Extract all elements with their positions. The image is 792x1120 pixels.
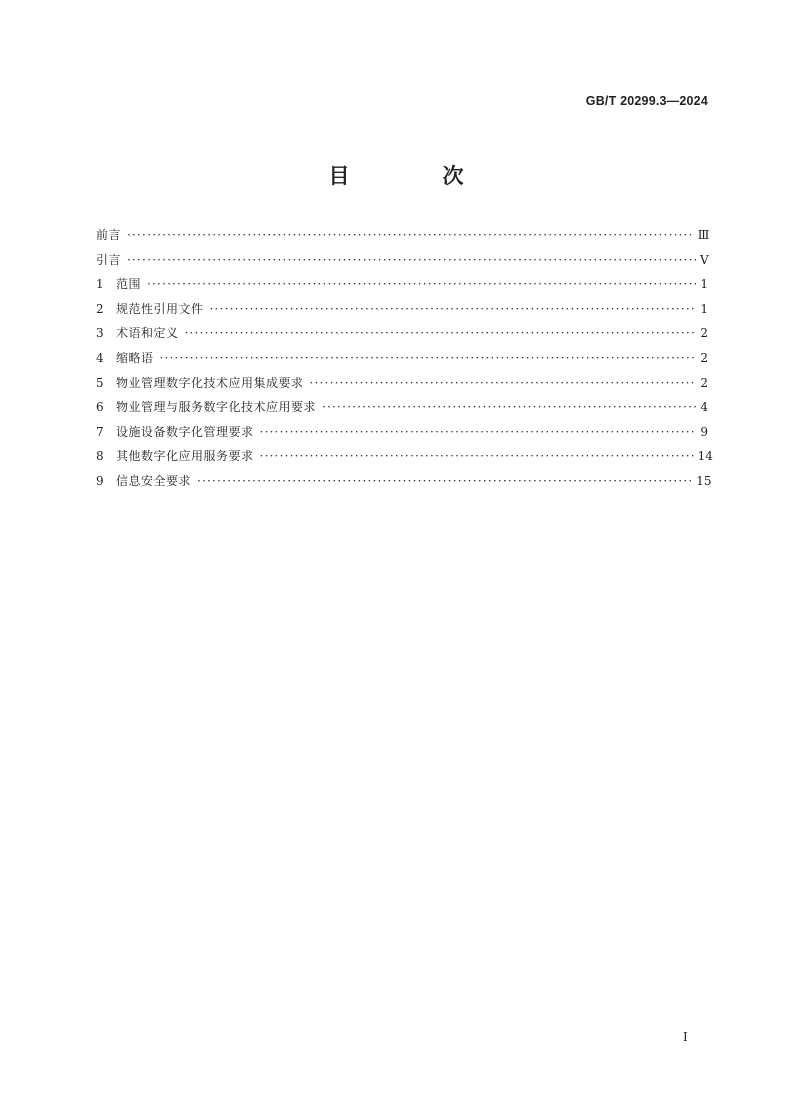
toc-leader-dots: [210, 302, 696, 316]
page-number: Ⅰ: [683, 1030, 688, 1044]
toc-entry-introduction[interactable]: [96, 251, 708, 276]
toc-leader-dots: [322, 400, 696, 414]
toc-leader-dots: [197, 474, 692, 488]
toc-entry-foreword[interactable]: [96, 226, 708, 251]
toc-leader-dots: [185, 326, 696, 340]
toc-entry-number: 6: [96, 400, 104, 415]
toc-entry-1[interactable]: [96, 275, 708, 300]
toc-entry-page: 4: [700, 400, 708, 415]
toc-entry-title: 术语和定义: [116, 326, 179, 341]
toc-leader-dots: [127, 253, 696, 267]
toc-entry-number: 1: [96, 277, 104, 292]
toc-leader-dots: [147, 277, 696, 291]
toc-entry-title: 物业管理与服务数字化技术应用要求: [116, 400, 317, 415]
toc-entry-number: 9: [96, 473, 104, 488]
toc-entry-title: 引言: [96, 252, 122, 267]
toc-entry-2[interactable]: [96, 300, 708, 325]
standard-code: GB/T 20299.3—2024: [585, 94, 708, 108]
toc-entry-3[interactable]: [96, 324, 708, 349]
toc-leader-dots: [260, 449, 694, 463]
toc-entry-title: 规范性引用文件: [116, 301, 204, 316]
toc-entry-page: 9: [700, 424, 708, 439]
toc-entry-9[interactable]: [96, 472, 712, 497]
toc-entry-page: 15: [696, 473, 712, 488]
toc-entry-title: 范围: [116, 277, 142, 292]
toc-entry-title: 设施设备数字化管理要求: [116, 424, 254, 439]
toc-entry-title: 其他数字化应用服务要求: [116, 449, 254, 464]
toc-entry-4[interactable]: [96, 349, 708, 374]
toc-leader-dots: [260, 425, 696, 439]
toc-entry-page: 2: [700, 375, 708, 390]
toc-entry-page: 14: [697, 449, 713, 464]
toc-entry-page: 1: [700, 301, 708, 316]
toc-leader-dots: [310, 376, 696, 390]
toc-entry-number: 8: [96, 449, 104, 464]
toc-entry-page: Ⅴ: [700, 252, 709, 267]
page-title: 目 次: [328, 164, 500, 188]
toc-entry-7[interactable]: [96, 423, 708, 448]
toc-entry-title: 缩略语: [116, 350, 154, 365]
toc-entry-number: 7: [96, 424, 104, 439]
toc-entry-title: 物业管理数字化技术应用集成要求: [116, 375, 304, 390]
toc-entry-page: 2: [700, 326, 708, 341]
toc-entry-5[interactable]: [96, 374, 708, 399]
toc-entry-page: Ⅲ: [697, 228, 710, 242]
toc-entry-number: 3: [96, 326, 104, 341]
toc-entry-number: 5: [96, 375, 104, 390]
toc-entry-6[interactable]: [96, 398, 708, 423]
toc-entry-number: 4: [96, 350, 104, 365]
toc-entry-number: 2: [96, 301, 104, 316]
toc-leader-dots: [127, 228, 694, 242]
toc-entry-title: 前言: [96, 228, 122, 242]
table-of-contents: [96, 226, 713, 497]
toc-entry-title: 信息安全要求: [116, 473, 192, 488]
toc-entry-page: 1: [700, 277, 708, 292]
toc-entry-8[interactable]: [96, 447, 713, 472]
toc-entry-page: 2: [700, 350, 708, 365]
toc-leader-dots: [160, 351, 696, 365]
